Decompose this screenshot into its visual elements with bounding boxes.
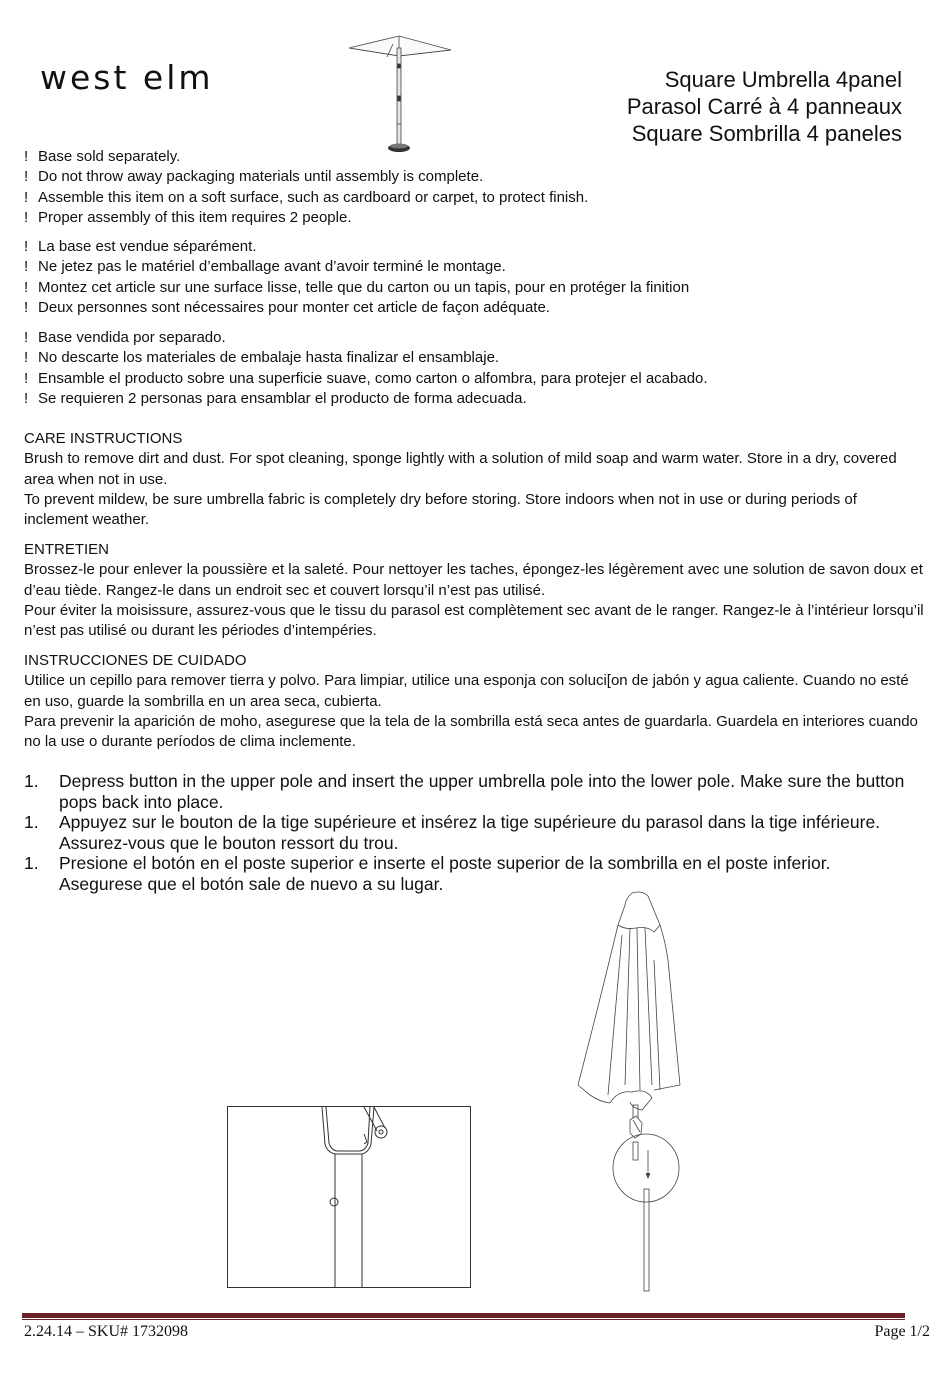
notices-spanish [24,328,708,409]
umbrella-on-base-icon [345,34,455,156]
folded-umbrella-pole-insertion-icon [570,880,690,1295]
notice-item: ! Do not throw away packaging materials until assembly is complete. [24,167,588,187]
title-spanish: Square Sombrilla 4 paneles [631,121,902,146]
care-heading: INSTRUCCIONES DE CUIDADO [24,652,247,669]
notice-item: ! Ensamble el producto sobre una superficie suave, como carton o alfombra, para protejer el acabado. [24,369,708,389]
step-number: 1. [24,771,39,791]
care-paragraph: To prevent mildew, be sure umbrella fabric is completely dry before storing. Store indoors when not in use or during periods of inclement weather. [24,490,857,529]
assembly-steps [24,771,914,894]
brand-logo: west elm [40,58,214,97]
exclamation-icon: ! [24,329,29,346]
care-french [24,540,924,641]
product-titles [627,66,902,147]
notice-item: ! La base est vendue séparément. [24,237,689,257]
care-paragraph: Utilice un cepillo para remover tierra y polvo. Para limpiar, utilice una esponja con soluci[on de jabón y agua caliente. Cuando no esté en uso, guarde la sombrilla en un area seca, cubierta. [24,672,909,710]
footer-date-sku: 2.24.14 – SKU# 1732098 [24,1323,189,1340]
page-number: Page 1/2 [874,1323,930,1340]
care-heading: ENTRETIEN [24,541,110,558]
exclamation-icon: ! [24,208,29,226]
exclamation-icon: ! [24,369,29,387]
notice-item: ! Montez cet article sur une surface lisse, telle que du carton ou un tapis, pour en protéger la finition [24,278,689,298]
notice-item: ! Deux personnes sont nécessaires pour monter cet article de façon adéquate. [24,298,689,318]
care-paragraph: Brush to remove dirt and dust. For spot cleaning, sponge lightly with a solution of mild soap and warm water. Store in a dry, covered area when not in use. [24,450,897,488]
step-english [24,771,914,812]
footer-rule-thin [22,1319,905,1320]
exclamation-icon: ! [24,188,29,206]
notice-item: ! Se requieren 2 personas para ensamblar el producto de forma adecuada. [24,389,708,409]
footer-rule [22,1313,905,1318]
exclamation-icon: ! [24,168,29,186]
notices-english [24,147,588,228]
title-french: Parasol Carré à 4 panneaux [626,94,902,119]
care-paragraph: Brossez-le pour enlever la poussière et la saleté. Pour nettoyer les taches, épongez-les légèrement avec une solution de savon doux et d’eau tiède. Rangez-le dans un endroit sec et couvert lorsqu’il n’est pas utilisé. [24,561,923,599]
exclamation-icon: ! [24,349,29,367]
step-french [24,812,914,853]
notice-item: ! Proper assembly of this item requires 2 people. [24,208,588,228]
exclamation-icon: ! [24,258,29,276]
step-text: Appuyez sur le bouton de la tige supérieure et insérez la tige supérieure du parasol dans la tige inférieure. Assurez-vous que le bouton ressort du trou. [59,812,881,853]
exclamation-icon: ! [24,278,29,296]
pole-button-detail-icon [227,1106,471,1288]
notice-item: ! Ne jetez pas le matériel d’emballage avant d’avoir terminé le montage. [24,257,689,277]
care-spanish [24,651,924,752]
notice-item: ! Assemble this item on a soft surface, such as cardboard or carpet, to protect finish. [24,188,588,208]
step-text: Presione el botón en el poste superior e inserte el poste superior de la sombrilla en el poste inferior. Asegurese que el botón sale de nuevo a su lugar. [59,853,831,894]
care-paragraph: Pour éviter la moisissure, assurez-vous que le tissu du parasol est complètement sec avant de le ranger. Rangez-le à l’intérieur lorsqu’il n’est pas utilisé ou durant les périodes d’intempéries. [24,601,924,640]
step-spanish [24,853,914,894]
care-english [24,429,924,530]
notices-french [24,237,689,318]
notice-item: ! No descarte los materiales de embalaje hasta finalizar el ensamblaje. [24,348,708,368]
title-english: Square Umbrella 4panel [664,67,902,92]
care-paragraph: Para prevenir la aparición de moho, asegurese que la tela de la sombrilla está seca antes de guardarla. Guardela en interiores cuando no la use o durante períodos de clima inclemente. [24,712,918,751]
step-text: Depress button in the upper pole and insert the upper umbrella pole into the lower pole. Make sure the button pops back into place. [59,771,905,812]
notice-item: ! Base vendida por separado. [24,328,708,348]
exclamation-icon: ! [24,238,29,255]
notice-item: ! Base sold separately. [24,147,588,167]
step-number: 1. [24,853,39,873]
exclamation-icon: ! [24,148,29,165]
care-heading: CARE INSTRUCTIONS [24,430,183,447]
step-number: 1. [24,812,39,832]
exclamation-icon: ! [24,389,29,407]
exclamation-icon: ! [24,298,29,316]
